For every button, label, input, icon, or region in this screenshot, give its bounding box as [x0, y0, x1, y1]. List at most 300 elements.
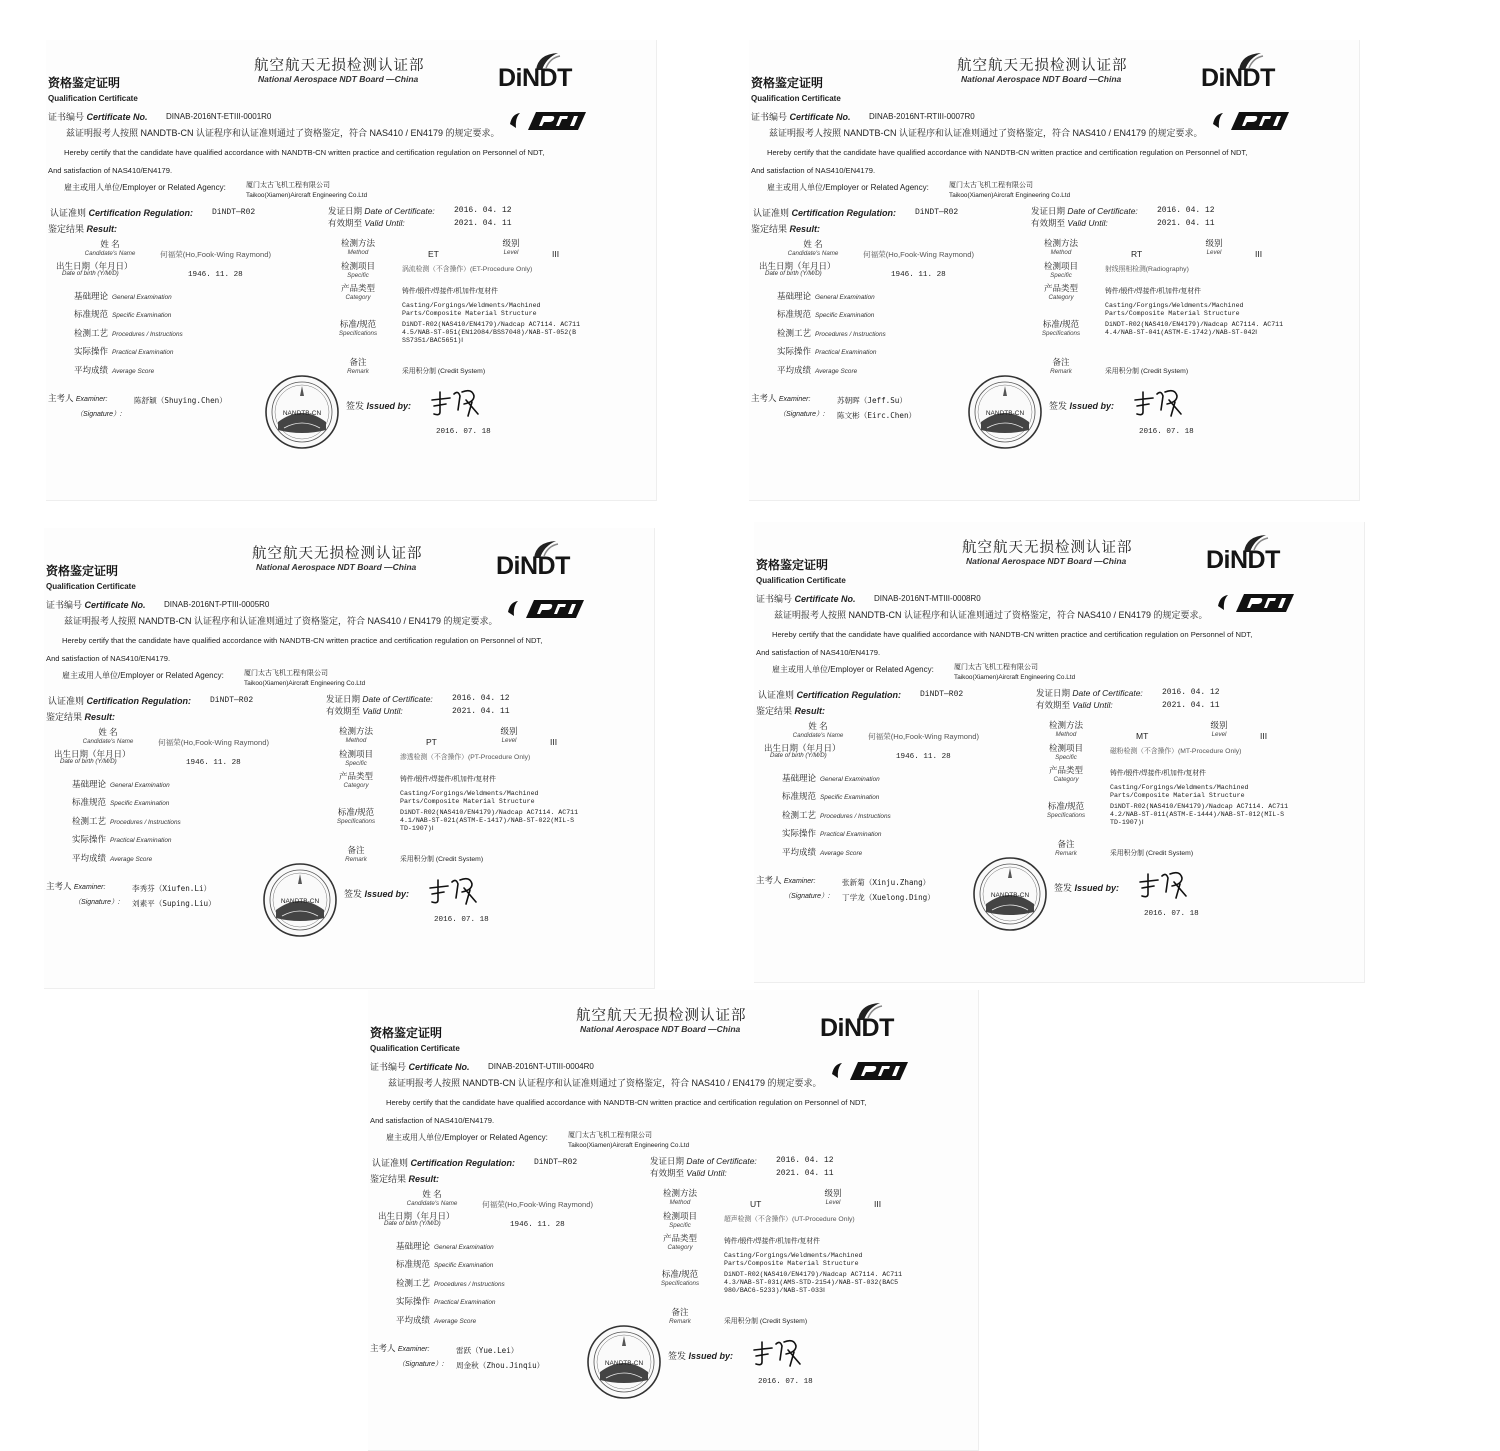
nandtb-seal-icon: [967, 374, 1043, 450]
specific-exam-row: [74, 308, 171, 320]
employer-label: 雇主或用人单位/Employer or Related Agency:: [62, 671, 224, 680]
method-label-en: Method: [345, 736, 367, 744]
issuer-signature-icon: [1131, 386, 1187, 418]
method-label-en: Method: [669, 1198, 691, 1206]
specific-exam-label-en: Specific Examination: [434, 1262, 494, 1269]
signature-label: （Signature）:: [779, 411, 825, 418]
remark-value: 采用积分制 (Credit System): [724, 1318, 808, 1325]
examiner-name-2: 陈文彬（Eirc.Chen）: [837, 411, 917, 420]
statement-zh: 兹证明报考人按照 NANDTB-CN 认证程序和认证准则通过了资格鉴定，符合 NAS410 / EN4179 的规定要求。: [388, 1078, 822, 1088]
name-label-en: Candidate's Name: [406, 1199, 458, 1207]
nandtb-seal-icon: [262, 862, 338, 938]
valid-label-zh: 有效期至: [328, 218, 363, 228]
dob-label-en: Date of birth (Y/M/D): [770, 751, 827, 759]
general-exam-label-en: General Examination: [434, 1244, 494, 1251]
specific-value: 射线照相检测(Radiography): [1105, 266, 1189, 273]
method-label: [658, 1189, 702, 1206]
procedures-label-en: Procedures / Instructions: [110, 819, 181, 826]
name-label-en: Candidate's Name: [84, 249, 136, 257]
dob-label-en: Date of birth (Y/M/D): [62, 269, 119, 277]
method-value: UT: [750, 1199, 762, 1209]
pri-logo-icon: [1216, 590, 1298, 616]
date-of-birth: 1946. 11. 28: [891, 271, 946, 279]
seal-text: NANDTB-CN: [990, 892, 1030, 899]
specifications-label-en: Specifications: [338, 329, 378, 337]
name-label-zh: 姓 名: [803, 239, 823, 249]
level-label: [816, 1189, 850, 1206]
category-label-zh: 产品类型: [662, 1233, 697, 1243]
procedures-label-en: Procedures / Instructions: [434, 1281, 505, 1288]
level-label-en: Level: [503, 248, 519, 256]
valid-until-label: [650, 1167, 727, 1179]
issuer-signature-icon: [750, 1336, 806, 1368]
remark-label: [658, 1308, 702, 1325]
method-label: [1039, 239, 1083, 256]
examiner-label-en: Examiner:: [75, 396, 108, 403]
regulation-label-zh: 认证准则: [758, 690, 795, 700]
issued-label-zh: 签发: [1054, 883, 1073, 893]
certificate-number-label: [751, 110, 851, 123]
issued-label-zh: 签发: [1049, 401, 1068, 411]
valid-label-en: Valid Until:: [1067, 218, 1108, 228]
employer-name-en: Taikoo(Xiamen)Aircraft Engineering Co.Ltd: [568, 1142, 690, 1149]
issued-label-zh: 签发: [668, 1351, 687, 1361]
remark-label-en: Remark: [669, 1317, 691, 1325]
statement-en-line-1: Hereby certify that the candidate have qualified accordance with NANDTB-CN written practice and certification regulation on Personnel of NDT,: [64, 148, 545, 157]
remark-label: [1044, 840, 1088, 857]
remark-label-en: Remark: [345, 855, 367, 863]
certificate-1: [46, 40, 657, 501]
general-exam-label-en: General Examination: [110, 782, 170, 789]
practical-exam-label-en: Practical Examination: [815, 349, 877, 356]
date-label-en: Date of Certificate:: [1067, 206, 1138, 216]
pri-logo-icon: [506, 596, 588, 622]
certificate-3: [44, 528, 655, 989]
dob-label: [759, 262, 836, 277]
remark-label-zh: 备注: [1052, 357, 1070, 367]
statement-en-line-1: Hereby certify that the candidate have qualified accordance with NANDTB-CN written practice and certification regulation on Personnel of NDT,: [767, 148, 1248, 157]
signature-label: （Signature）:: [76, 411, 122, 418]
category-value-en: Casting/Forgings/Weldments/Machined Parts/Composite Material Structure: [1110, 784, 1249, 799]
level-label: [1202, 721, 1236, 738]
statement-en-line-1: Hereby certify that the candidate have qualified accordance with NANDTB-CN written practice and certification regulation on Personnel of NDT,: [62, 636, 543, 645]
specific-label: [334, 750, 378, 767]
specifications-label: [336, 320, 380, 337]
general-exam-row: [782, 772, 880, 784]
level-label: [494, 239, 528, 256]
employer-name-en: Taikoo(Xiamen)Aircraft Engineering Co.Ltd: [949, 192, 1071, 199]
remark-value: 采用积分制 (Credit System): [1110, 850, 1194, 857]
valid-until: 2021. 04. 11: [454, 219, 512, 228]
certificate-number-label-zh: 证书编号: [756, 594, 793, 604]
practical-exam-row: [777, 345, 876, 357]
name-label-en: Candidate's Name: [787, 249, 839, 257]
pri-logo-icon: [508, 108, 590, 134]
general-exam-label: 基础理论: [777, 291, 812, 301]
employer-name-en: Taikoo(Xiamen)Aircraft Engineering Co.Ltd: [244, 680, 366, 687]
valid-label-zh: 有效期至: [326, 706, 361, 716]
employer-name-en: Taikoo(Xiamen)Aircraft Engineering Co.Ltd: [246, 192, 368, 199]
level-label-en: Level: [825, 1198, 841, 1206]
statement-en-line-2: And satisfaction of NAS410/EN4179.: [370, 1116, 495, 1125]
dob-label-zh: 出生日期（年月日）: [56, 261, 133, 271]
name-label-en: Candidate's Name: [82, 737, 134, 745]
signature-label: （Signature）:: [398, 1361, 444, 1368]
remark-label: [336, 358, 380, 375]
signature-label: （Signature）:: [784, 893, 830, 900]
specific-exam-label-en: Specific Examination: [112, 312, 172, 319]
examiner-label-zh: 主考人: [756, 875, 782, 885]
specific-label: [1039, 262, 1083, 279]
specifications-value: DiNDT-R02(NAS410/EN4179)/Nadcap AC7114. AC711 4.3/NAB-ST-031(AMS-STD-2154)/NAB-ST-032(BAC5 980/BAC6-5233)/NAB-ST-033‖: [724, 1271, 903, 1294]
regulation-label-en: Certification Regulation:: [796, 690, 902, 700]
valid-label-zh: 有效期至: [650, 1168, 685, 1178]
method-value: MT: [1136, 731, 1149, 741]
seal-text: NANDTB-CN: [280, 898, 320, 905]
specifications-label-zh: 标准/规范: [337, 807, 375, 817]
specific-exam-label: 标准规范: [72, 797, 107, 807]
board-subtitle: National Aerospace NDT Board —China: [258, 74, 419, 84]
practical-exam-label: 实际操作: [777, 346, 812, 356]
specific-label-zh: 检测项目: [662, 1211, 697, 1221]
specifications-value: DiNDT-R02(NAS410/EN4179)/Nadcap AC7114. AC711 4.5/NAB-ST-051(EN12084/BSS7048)/NAB-ST-052(B SS7351/BAC5651)‖: [402, 321, 581, 344]
examiner-label: [370, 1342, 429, 1354]
specifications-label-zh: 标准/规范: [661, 1269, 699, 1279]
method-label-zh: 检测方法: [1048, 720, 1083, 730]
issue-date: 2016. 07. 18: [434, 916, 489, 924]
average-score-label: 平均成绩: [72, 853, 107, 863]
dindt-logo: DiNDT: [820, 1014, 894, 1042]
regulation-label-zh: 认证准则: [372, 1158, 409, 1168]
average-score-row: [782, 846, 862, 858]
seal-text: NANDTB-CN: [604, 1360, 644, 1367]
method-label-zh: 检测方法: [1043, 238, 1078, 248]
specific-label: [1044, 744, 1088, 761]
date-label-en: Date of Certificate:: [364, 206, 435, 216]
dob-label: [54, 750, 131, 765]
employer-name-zh: 厦门太古飞机工程有限公司: [949, 182, 1033, 189]
valid-until: 2021. 04. 11: [776, 1169, 834, 1178]
remark-label: [1039, 358, 1083, 375]
general-exam-row: [72, 778, 170, 790]
regulation-value: DiNDT—R02: [212, 208, 256, 217]
examiner-label-en: Examiner:: [397, 1346, 430, 1353]
examiner-label-zh: 主考人: [751, 393, 777, 403]
category-label-zh: 产品类型: [1043, 283, 1078, 293]
nandtb-seal-icon: [264, 374, 340, 450]
regulation-value: DiNDT—R02: [915, 208, 959, 217]
valid-until: 2021. 04. 11: [452, 707, 510, 716]
issuer-signature-icon: [426, 874, 482, 906]
practical-exam-label: 实际操作: [396, 1296, 431, 1306]
name-label: [70, 240, 150, 257]
examiner-name-1: 张新菊（Xinju.Zhang）: [842, 878, 931, 887]
method-label-zh: 检测方法: [662, 1188, 697, 1198]
level-label-zh: 级别: [1205, 238, 1223, 248]
qualification-title: 资格鉴定证明: [46, 564, 119, 578]
qualification-title: 资格鉴定证明: [756, 558, 829, 572]
general-exam-row: [74, 290, 172, 302]
procedures-row: [74, 327, 183, 339]
name-label: [773, 240, 853, 257]
examiner-name-2: 丁学龙（Xuelong.Ding）: [842, 893, 935, 902]
nandtb-seal-icon: [972, 856, 1048, 932]
valid-until-label: [326, 705, 403, 717]
date-of-certificate-label: [328, 205, 435, 217]
category-value-zh: 铸件/锻件/焊接件/机加件/复材件: [1105, 288, 1201, 295]
category-value-zh: 铸件/锻件/焊接件/机加件/复材件: [724, 1238, 820, 1245]
certificate-number: DINAB-2016NT-RTIII-0007R0: [869, 112, 975, 121]
category-value-zh: 铸件/锻件/焊接件/机加件/复材件: [400, 776, 496, 783]
statement-en-line-1: Hereby certify that the candidate have qualified accordance with NANDTB-CN written practice and certification regulation on Personnel of NDT,: [386, 1098, 867, 1107]
certificate-number-label-zh: 证书编号: [751, 112, 788, 122]
examiner-label: [46, 880, 105, 892]
name-label: [68, 728, 148, 745]
general-exam-row: [777, 290, 875, 302]
specifications-value: DiNDT-R02(NAS410/EN4179)/Nadcap AC7114. AC711 4.2/NAB-ST-011(ASTM-E-1444)/NAB-ST-012(MIL-S TD-1907)‖: [1110, 803, 1289, 826]
certificate-number-label-en: Certificate No.: [84, 600, 146, 610]
category-label: [1039, 284, 1083, 301]
procedures-label: 检测工艺: [74, 328, 109, 338]
remark-label-zh: 备注: [671, 1307, 689, 1317]
issued-label-zh: 签发: [346, 401, 365, 411]
result-label-zh: 鉴定结果: [756, 706, 793, 716]
employer-name-zh: 厦门太古飞机工程有限公司: [244, 670, 328, 677]
statement-zh: 兹证明报考人按照 NANDTB-CN 认证程序和认证准则通过了资格鉴定，符合 NAS410 / EN4179 的规定要求。: [64, 616, 498, 626]
certificate-2: [749, 40, 1360, 501]
level-label-zh: 级别: [824, 1188, 842, 1198]
name-label-zh: 姓 名: [808, 721, 828, 731]
date-of-certificate-label: [1036, 687, 1143, 699]
category-label: [1044, 766, 1088, 783]
category-value-en: Casting/Forgings/Weldments/Machined Parts/Composite Material Structure: [724, 1252, 863, 1267]
specific-label-zh: 检测项目: [340, 261, 375, 271]
category-label-en: Category: [345, 293, 371, 301]
issued-label-en: Issued by:: [366, 401, 412, 411]
certificate-5: [368, 990, 979, 1451]
result-label: [756, 704, 825, 717]
name-label-zh: 姓 名: [100, 239, 120, 249]
result-label: [46, 710, 115, 723]
examiner-label: [48, 392, 107, 404]
level-label-zh: 级别: [500, 726, 518, 736]
examiner-label-zh: 主考人: [48, 393, 74, 403]
statement-en-line-2: And satisfaction of NAS410/EN4179.: [751, 166, 876, 175]
average-score-label: 平均成绩: [777, 365, 812, 375]
dob-label-zh: 出生日期（年月日）: [764, 743, 841, 753]
date-label-zh: 发证日期: [650, 1156, 685, 1166]
valid-until-label: [1031, 217, 1108, 229]
average-score-label-en: Average Score: [434, 1318, 477, 1325]
specifications-label: [1044, 802, 1088, 819]
regulation-label: [758, 688, 901, 701]
specific-label-zh: 检测项目: [1048, 743, 1083, 753]
statement-en-line-2: And satisfaction of NAS410/EN4179.: [46, 654, 171, 663]
category-label-zh: 产品类型: [1048, 765, 1083, 775]
date-label-en: Date of Certificate:: [686, 1156, 757, 1166]
average-score-row: [777, 364, 857, 376]
procedures-label: 检测工艺: [72, 816, 107, 826]
employer-label: 雇主或用人单位/Employer or Related Agency:: [64, 183, 226, 192]
qualification-subtitle: Qualification Certificate: [370, 1044, 460, 1053]
category-value-zh: 铸件/锻件/焊接件/机加件/复材件: [1110, 770, 1206, 777]
specifications-label-en: Specifications: [660, 1279, 700, 1287]
practical-exam-row: [782, 827, 881, 839]
regulation-label: [50, 206, 193, 219]
specifications-label-en: Specifications: [336, 817, 376, 825]
certificate-number-label-en: Certificate No.: [789, 112, 851, 122]
certificate-number-label-zh: 证书编号: [46, 600, 83, 610]
category-label: [336, 284, 380, 301]
procedures-row: [782, 809, 891, 821]
name-label-zh: 姓 名: [422, 1189, 442, 1199]
regulation-value: DiNDT—R02: [534, 1158, 578, 1167]
employer-label: 雇主或用人单位/Employer or Related Agency:: [772, 665, 934, 674]
specifications-label-zh: 标准/规范: [1042, 319, 1080, 329]
qualification-subtitle: Qualification Certificate: [46, 582, 136, 591]
issued-label-en: Issued by:: [1074, 883, 1120, 893]
procedures-label-en: Procedures / Instructions: [815, 331, 886, 338]
statement-en-line-2: And satisfaction of NAS410/EN4179.: [48, 166, 173, 175]
regulation-label-en: Certification Regulation:: [86, 696, 192, 706]
issuer-signature-icon: [1136, 868, 1192, 900]
specific-label-en: Specific: [347, 271, 369, 279]
specific-value: 渗透检测（不含操作）(PT-Procedure Only): [400, 754, 531, 761]
specific-exam-label: 标准规范: [74, 309, 109, 319]
date-of-certificate: 2016. 04. 12: [454, 206, 512, 215]
employer-label: 雇主或用人单位/Employer or Related Agency:: [767, 183, 929, 192]
level-label-en: Level: [501, 736, 517, 744]
specific-value: 涡流检测（不含操作）(ET-Procedure Only): [402, 266, 533, 273]
category-value-zh: 铸件/锻件/焊接件/机加件/复材件: [402, 288, 498, 295]
regulation-label: [753, 206, 896, 219]
qualification-title: 资格鉴定证明: [751, 76, 824, 90]
certificate-number-label: [48, 110, 148, 123]
issue-date: 2016. 07. 18: [758, 1378, 813, 1386]
candidate-name: 何福荣(Ho,Fook-Wing Raymond): [160, 250, 271, 259]
practical-exam-row: [396, 1295, 495, 1307]
candidate-name: 何福荣(Ho,Fook-Wing Raymond): [482, 1200, 593, 1209]
specific-exam-row: [782, 790, 879, 802]
date-of-birth: 1946. 11. 28: [896, 753, 951, 761]
certificate-number-label-en: Certificate No.: [86, 112, 148, 122]
general-exam-label: 基础理论: [72, 779, 107, 789]
valid-until-label: [1036, 699, 1113, 711]
regulation-label-en: Certification Regulation:: [88, 208, 194, 218]
category-value-en: Casting/Forgings/Weldments/Machined Parts/Composite Material Structure: [400, 790, 539, 805]
date-of-certificate: 2016. 04. 12: [452, 694, 510, 703]
method-label-en: Method: [347, 248, 369, 256]
dob-label-en: Date of birth (Y/M/D): [60, 757, 117, 765]
result-label-en: Result:: [84, 712, 116, 722]
specific-exam-label: 标准规范: [782, 791, 817, 801]
general-exam-label-en: General Examination: [820, 776, 880, 783]
qualification-subtitle: Qualification Certificate: [48, 94, 138, 103]
specifications-label: [658, 1270, 702, 1287]
method-value: ET: [428, 249, 439, 259]
average-score-label-en: Average Score: [820, 850, 863, 857]
statement-zh: 兹证明报考人按照 NANDTB-CN 认证程序和认证准则通过了资格鉴定，符合 NAS410 / EN4179 的规定要求。: [769, 128, 1203, 138]
specifications-label-en: Specifications: [1046, 811, 1086, 819]
specific-exam-row: [396, 1258, 493, 1270]
remark-label-en: Remark: [1055, 849, 1077, 857]
practical-exam-label-en: Practical Examination: [820, 831, 882, 838]
dindt-logo: DiNDT: [496, 552, 570, 580]
result-label-zh: 鉴定结果: [751, 224, 788, 234]
name-label-zh: 姓 名: [98, 727, 118, 737]
procedures-row: [396, 1277, 505, 1289]
procedures-row: [777, 327, 886, 339]
certificate-number: DINAB-2016NT-PTIII-0005R0: [164, 600, 270, 609]
regulation-label: [372, 1156, 515, 1169]
valid-until: 2021. 04. 11: [1157, 219, 1215, 228]
remark-label-zh: 备注: [347, 845, 365, 855]
employer-name-en: Taikoo(Xiamen)Aircraft Engineering Co.Ltd: [954, 674, 1076, 681]
employer-name-zh: 厦门太古飞机工程有限公司: [954, 664, 1038, 671]
board-subtitle: National Aerospace NDT Board —China: [966, 556, 1127, 566]
specifications-label-en: Specifications: [1041, 329, 1081, 337]
examiner-name-2: 刘素平（Suping.Liu）: [132, 899, 216, 908]
result-label: [370, 1172, 439, 1185]
examiner-label-zh: 主考人: [370, 1343, 396, 1353]
seal-text: NANDTB-CN: [985, 410, 1025, 417]
date-of-certificate-label: [326, 693, 433, 705]
valid-label-en: Valid Until:: [364, 218, 405, 228]
board-title: 航空航天无损检测认证部: [252, 546, 423, 562]
certificate-number-label-zh: 证书编号: [370, 1062, 407, 1072]
issued-by-label: [668, 1349, 733, 1362]
specific-label-zh: 检测项目: [338, 749, 373, 759]
name-label-en: Candidate's Name: [792, 731, 844, 739]
practical-exam-label-en: Practical Examination: [110, 837, 172, 844]
specific-exam-row: [777, 308, 874, 320]
practical-exam-row: [72, 833, 171, 845]
examiner-label: [751, 392, 810, 404]
specific-label: [658, 1212, 702, 1229]
remark-label-zh: 备注: [1057, 839, 1075, 849]
board-title: 航空航天无损检测认证部: [962, 540, 1133, 556]
dob-label: [378, 1212, 455, 1227]
examiner-label-en: Examiner:: [778, 396, 811, 403]
qualification-title: 资格鉴定证明: [48, 76, 121, 90]
specific-exam-label-en: Specific Examination: [820, 794, 880, 801]
issue-date: 2016. 07. 18: [1139, 428, 1194, 436]
issued-label-en: Issued by:: [688, 1351, 734, 1361]
date-of-birth: 1946. 11. 28: [188, 271, 243, 279]
specific-label-en: Specific: [1055, 753, 1077, 761]
specific-exam-label: 标准规范: [777, 309, 812, 319]
specific-exam-label: 标准规范: [396, 1259, 431, 1269]
average-score-label: 平均成绩: [782, 847, 817, 857]
method-label-en: Method: [1050, 248, 1072, 256]
board-subtitle: National Aerospace NDT Board —China: [256, 562, 417, 572]
method-label-zh: 检测方法: [338, 726, 373, 736]
practical-exam-label-en: Practical Examination: [434, 1299, 496, 1306]
remark-label-en: Remark: [347, 367, 369, 375]
specific-label-en: Specific: [669, 1221, 691, 1229]
result-label-zh: 鉴定结果: [370, 1174, 407, 1184]
certificate-number-label: [756, 592, 856, 605]
dindt-logo: DiNDT: [498, 64, 572, 92]
average-score-label-en: Average Score: [110, 856, 153, 863]
date-label-en: Date of Certificate:: [362, 694, 433, 704]
level-value: III: [550, 737, 558, 747]
date-of-birth: 1946. 11. 28: [186, 759, 241, 767]
regulation-label-zh: 认证准则: [753, 208, 790, 218]
examiner-name-1: 李秀芬（Xiufen.Li）: [132, 884, 212, 893]
method-label: [336, 239, 380, 256]
dob-label-en: Date of birth (Y/M/D): [384, 1219, 441, 1227]
